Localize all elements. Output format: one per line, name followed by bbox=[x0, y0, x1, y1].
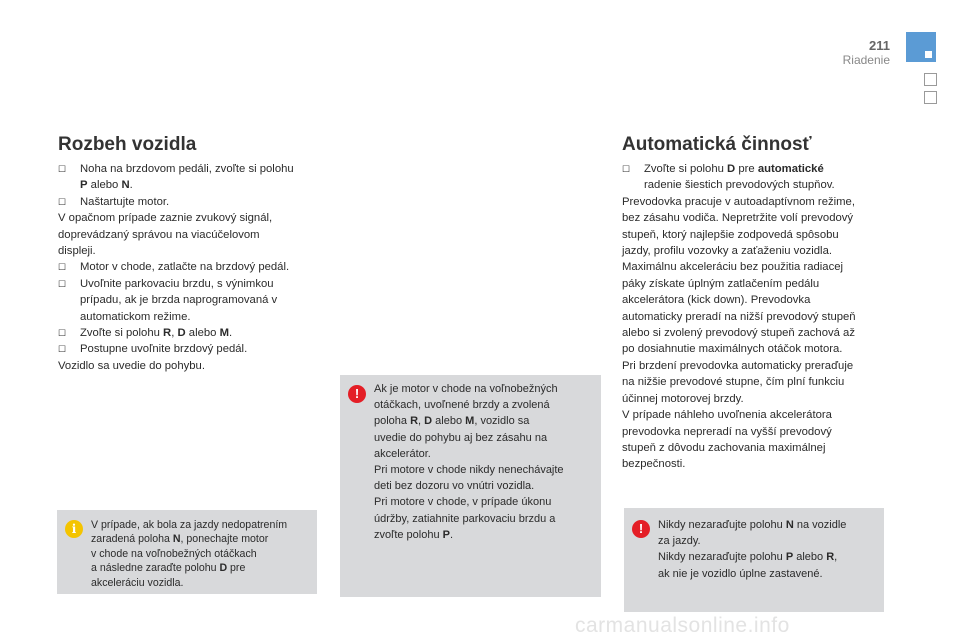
text-run: M bbox=[465, 415, 475, 428]
text-run: alebo bbox=[185, 327, 220, 340]
box-line bbox=[374, 511, 598, 527]
text-run: N bbox=[172, 533, 181, 546]
text-run: Prevodovka pracuje v autoadaptívnom režime, bbox=[622, 195, 855, 208]
text-run: jazdy, profilu vozovky a zaťaženiu vozidla. bbox=[622, 245, 832, 258]
paragraph-line bbox=[622, 259, 892, 275]
text-run: . bbox=[229, 327, 233, 340]
text-run: D bbox=[424, 415, 433, 428]
box-line bbox=[374, 397, 598, 413]
paragraph-line bbox=[622, 210, 892, 226]
chapter-tab[interactable] bbox=[924, 91, 937, 104]
bullet-item bbox=[58, 325, 328, 341]
text-run: Naštartujte motor. bbox=[80, 195, 170, 208]
page-number: 211 bbox=[869, 38, 890, 53]
text-run: bezpečnosti. bbox=[622, 458, 686, 471]
paragraph-line bbox=[622, 374, 892, 390]
box-line bbox=[374, 446, 598, 462]
text-run: N bbox=[121, 179, 130, 192]
bullet-item bbox=[58, 276, 328, 292]
text-run: Nikdy nezaraďujte polohu bbox=[658, 551, 786, 564]
bullet-item bbox=[58, 341, 328, 357]
text-run: D bbox=[727, 163, 736, 175]
text-run: Postupne uvoľnite brzdový pedál. bbox=[80, 343, 248, 356]
text-run: akcelerátora (kick down). Prevodovka bbox=[622, 294, 811, 307]
text-run: doprevádzaný správou na viacúčelovom bbox=[58, 228, 260, 241]
bullet-icon: ☐ bbox=[622, 164, 631, 174]
bullet-item bbox=[58, 161, 328, 177]
text-run: údržby, zatiahnite parkovaciu brzdu a bbox=[374, 512, 556, 525]
paragraph-line bbox=[58, 243, 328, 259]
bullet-continuation bbox=[58, 292, 328, 308]
text-run: V prípade náhleho uvoľnenia akcelerátora bbox=[622, 409, 832, 422]
paragraph-line bbox=[622, 358, 892, 374]
paragraph-line bbox=[622, 227, 892, 243]
text-run: automatickom režime. bbox=[80, 310, 191, 323]
text-run: . bbox=[450, 528, 454, 541]
text-run: pre bbox=[227, 562, 246, 575]
info-box bbox=[57, 510, 317, 594]
text-run: v chode na voľnobežných otáčkach bbox=[91, 547, 257, 560]
text-run: bez zásahu vodiča. Nepretržite volí prevodový bbox=[622, 212, 854, 225]
right-section-title: Automatická činnosť bbox=[622, 134, 812, 155]
paragraph-line bbox=[58, 358, 328, 374]
text-run: V opačnom prípade zaznie zvukový signál, bbox=[58, 212, 273, 225]
paragraph-line bbox=[622, 292, 892, 308]
paragraph-line bbox=[622, 243, 892, 259]
text-run: P bbox=[80, 179, 88, 192]
text-run: stupeň z dôvodu zachovania maximálnej bbox=[622, 441, 826, 454]
text-run: alebo bbox=[87, 179, 122, 192]
text-run: Zvoľte si polohu bbox=[80, 327, 164, 340]
text-run: akcelerátor. bbox=[374, 447, 431, 460]
text-run: alebo bbox=[432, 415, 466, 428]
bullet-continuation bbox=[622, 177, 892, 193]
paragraph-line bbox=[622, 194, 892, 210]
warning-box-right bbox=[624, 508, 884, 612]
text-run: automaticky preradí na nižší prevodový stupeň bbox=[622, 310, 856, 323]
section-name: Riadenie bbox=[842, 53, 890, 67]
bullet-item bbox=[58, 194, 328, 210]
left-section-title: Rozbeh vozidla bbox=[58, 134, 197, 155]
paragraph-line bbox=[622, 440, 892, 456]
text-run: R bbox=[410, 415, 419, 428]
box-line bbox=[658, 533, 882, 549]
text-run: , vozidlo sa bbox=[474, 415, 530, 428]
warning-box-middle bbox=[340, 375, 601, 597]
paragraph-line bbox=[58, 227, 328, 243]
watermark: carmanualsonline.info bbox=[575, 614, 790, 637]
text-run: , ponechajte motor bbox=[180, 533, 269, 546]
text-run: Pri brzdení prevodovka automaticky preraďuje bbox=[622, 359, 854, 372]
box-line bbox=[91, 561, 315, 575]
text-run: Zvoľte si polohu bbox=[644, 163, 728, 175]
box-line bbox=[91, 576, 315, 590]
text-run: Uvoľnite parkovaciu brzdu, s výnimkou bbox=[80, 277, 274, 290]
box-line bbox=[91, 518, 315, 532]
box-line bbox=[374, 413, 598, 429]
text-run: zaradená poloha bbox=[91, 533, 173, 546]
text-run: . bbox=[129, 179, 133, 192]
text-run: otáčkach, uvoľnené brzdy a zvolená bbox=[374, 399, 550, 412]
text-run: , bbox=[171, 327, 178, 340]
box-line bbox=[374, 494, 598, 510]
box-line bbox=[658, 566, 882, 582]
text-run: a následne zaraďte polohu bbox=[91, 562, 220, 575]
text-run: alebo si zvolený prevodový stupeň zachová až bbox=[622, 327, 855, 340]
paragraph-line bbox=[622, 391, 892, 407]
text-run: deti bez dozoru vo vnútri vozidla. bbox=[374, 480, 535, 493]
box-line bbox=[374, 478, 598, 494]
bullet-icon: ☐ bbox=[58, 344, 67, 355]
box-line bbox=[658, 517, 882, 533]
chapter-tab-active[interactable] bbox=[906, 32, 936, 62]
text-run: Pri motore v chode nikdy nenechávajte bbox=[374, 464, 564, 477]
bullet-continuation bbox=[58, 177, 328, 193]
box-line bbox=[374, 430, 598, 446]
text-run: poloha bbox=[374, 415, 411, 428]
text-run: za jazdy. bbox=[658, 535, 701, 548]
text-run: automatické bbox=[757, 163, 824, 175]
paragraph-line bbox=[58, 210, 328, 226]
text-run: ak nie je vozidlo úplne zastavené. bbox=[658, 567, 823, 580]
bullet-icon: ☐ bbox=[58, 164, 67, 174]
bullet-icon: ☐ bbox=[58, 262, 67, 273]
text-run: účinnej motorovej brzdy. bbox=[622, 392, 744, 405]
text-run: pre bbox=[735, 163, 758, 175]
text-run: P bbox=[442, 528, 450, 541]
text-run: páky získate úplným zatlačením pedálu bbox=[622, 277, 820, 290]
paragraph-line bbox=[622, 325, 892, 341]
text-run: Nikdy nezaraďujte polohu bbox=[658, 519, 786, 531]
bullet-item bbox=[58, 259, 328, 275]
paragraph-line bbox=[622, 407, 892, 423]
bullet-icon: ☐ bbox=[58, 196, 67, 207]
text-run: Motor v chode, zatlačte na brzdový pedál. bbox=[80, 261, 290, 274]
paragraph-line bbox=[622, 341, 892, 357]
bullet-continuation bbox=[58, 309, 328, 325]
warning-box-right-text bbox=[658, 517, 882, 582]
text-run: uvedie do pohybu aj bez zásahu na bbox=[374, 431, 548, 444]
left-text-column bbox=[58, 161, 328, 374]
text-run: po dosiahnutie maximálnych otáčok motora. bbox=[622, 343, 843, 356]
text-run: prevodovka nepreradí na vyšší prevodový bbox=[622, 425, 832, 438]
tab-dot-icon bbox=[925, 51, 932, 58]
box-line bbox=[374, 527, 598, 543]
paragraph-line bbox=[622, 276, 892, 292]
right-text-column bbox=[622, 161, 892, 473]
box-line bbox=[91, 547, 315, 561]
chapter-tab[interactable] bbox=[924, 73, 937, 86]
paragraph-line bbox=[622, 456, 892, 472]
info-icon: i bbox=[65, 520, 83, 538]
text-run: D bbox=[219, 562, 228, 575]
text-run: V prípade, ak bola za jazdy nedopatrením bbox=[91, 519, 288, 531]
text-run: akceleráciu vozidla. bbox=[91, 576, 184, 589]
text-run: M bbox=[219, 327, 230, 340]
text-run: alebo bbox=[793, 551, 827, 564]
text-run: prípadu, ak je brzda naprogramovaná v bbox=[80, 294, 278, 307]
text-run: R bbox=[163, 327, 172, 340]
text-run: stupeň, ktorý najlepšie zodpovedá spôsobu bbox=[622, 228, 839, 241]
text-run: P bbox=[785, 551, 794, 564]
text-run: Noha na brzdovom pedáli, zvoľte si polohu bbox=[80, 163, 294, 175]
text-run: , bbox=[834, 551, 838, 564]
text-run: displeji. bbox=[58, 245, 96, 258]
bullet-icon: ☐ bbox=[58, 328, 67, 339]
box-line bbox=[374, 462, 598, 478]
info-box-text bbox=[91, 518, 315, 590]
warning-box-middle-text bbox=[374, 381, 598, 543]
box-line bbox=[658, 549, 882, 565]
text-run: zvoľte polohu bbox=[374, 528, 443, 541]
text-run: N bbox=[785, 519, 794, 531]
text-run: Maximálnu akceleráciu bez použitia radiacej bbox=[622, 261, 844, 274]
bullet-item bbox=[622, 161, 892, 177]
box-line bbox=[91, 532, 315, 546]
paragraph-line bbox=[622, 309, 892, 325]
warning-icon: ! bbox=[632, 520, 650, 538]
text-run: na nižšie prevodové stupne, čím plní funkciu bbox=[622, 376, 845, 389]
text-run: na vozidle bbox=[793, 519, 847, 531]
text-run: Vozidlo sa uvedie do pohybu. bbox=[58, 359, 205, 372]
text-run: Ak je motor v chode na voľnobežných bbox=[374, 383, 558, 395]
box-line bbox=[374, 381, 598, 397]
paragraph-line bbox=[622, 424, 892, 440]
text-run: , bbox=[418, 415, 425, 428]
warning-icon: ! bbox=[348, 385, 366, 403]
text-run: D bbox=[177, 327, 186, 340]
text-run: radenie šiestich prevodových stupňov. bbox=[644, 179, 835, 192]
bullet-icon: ☐ bbox=[58, 278, 67, 289]
text-run: Pri motore v chode, v prípade úkonu bbox=[374, 496, 552, 509]
text-run: R bbox=[826, 551, 835, 564]
